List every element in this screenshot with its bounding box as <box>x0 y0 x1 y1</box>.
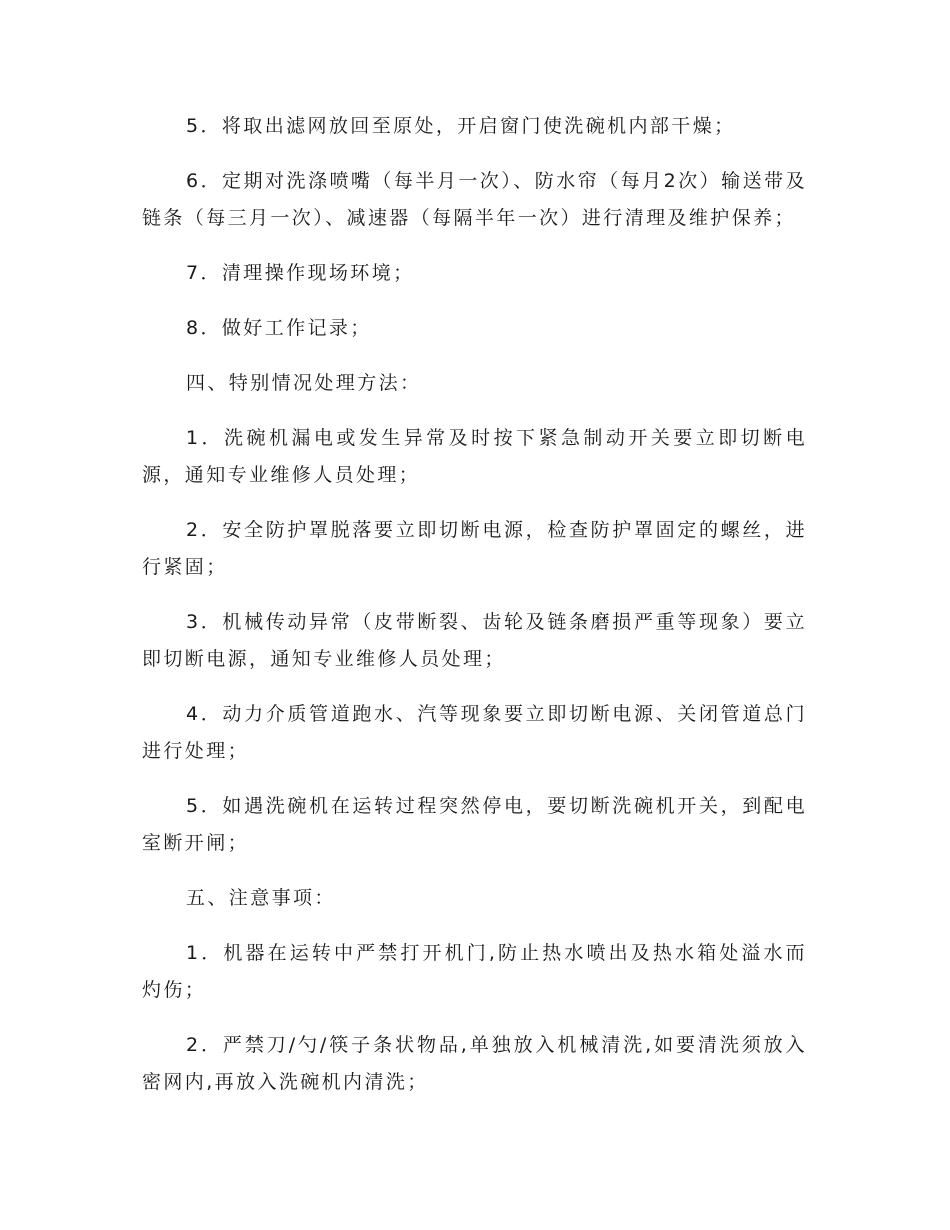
document-body <box>142 108 807 1119</box>
paragraph-step-6-maintenance: 6．定期对洗涤喷嘴（每半月一次）、防水帘（每月2次）输送带及链条（每三月一次）、减速器（每隔半年一次）进行清理及维护保养； <box>142 170 807 229</box>
paragraph-precaution-2-utensils: 2．严禁刀/勺/筷子条状物品,单独放入机械清洗,如要清洗须放入密网内,再放入洗碗机内清洗； <box>142 1034 807 1093</box>
paragraph-step-7-clean-site: 7．清理操作现场环境； <box>186 262 415 284</box>
paragraph-special-3-transmission: 3．机械传动异常（皮带断裂、齿轮及链条磨损严重等现象）要立即切断电源，通知专业维修人员处理； <box>142 611 807 670</box>
paragraph-step-5-dry: 5．将取出滤网放回至原处，开启窗门使洗碗机内部干燥； <box>186 115 736 137</box>
paragraph-special-5-power-outage: 5．如遇洗碗机在运转过程突然停电，要切断洗碗机开关，到配电室断开闸； <box>142 795 807 854</box>
section-heading-special-handling: 四、特别情况处理方法： <box>186 372 422 394</box>
paragraph-special-2-guard: 2．安全防护罩脱落要立即切断电源，检查防护罩固定的螺丝，进行紧固； <box>142 519 807 578</box>
paragraph-special-4-pipe: 4．动力介质管道跑水、汽等现象要立即切断电源、关闭管道总门进行处理； <box>142 703 807 762</box>
paragraph-precaution-1-door: 1．机器在运转中严禁打开机门,防止热水喷出及热水箱处溢水而灼伤； <box>142 942 807 1001</box>
paragraph-special-1-leakage: 1．洗碗机漏电或发生异常及时按下紧急制动开关要立即切断电源，通知专业维修人员处理； <box>142 427 807 486</box>
paragraph-step-8-records: 8．做好工作记录； <box>186 317 372 339</box>
section-heading-precautions: 五、注意事项： <box>186 887 336 909</box>
